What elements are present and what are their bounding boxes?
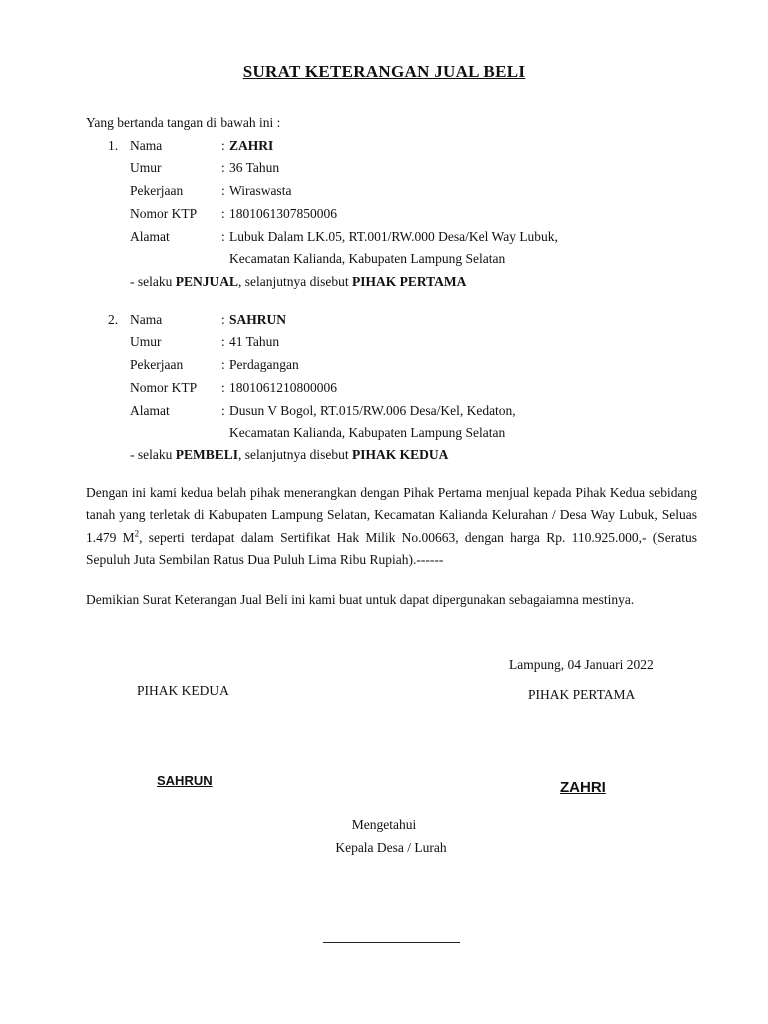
party-1-address-line-1: Lubuk Dalam LK.05, RT.001/RW.000 Desa/Kel Way Lubuk, xyxy=(229,229,558,244)
role-prefix: - selaku xyxy=(130,447,176,462)
party-1-role-line xyxy=(130,274,466,290)
colon: : xyxy=(221,357,225,372)
area-superscript: 2 xyxy=(134,528,140,539)
party-2-number: 2. xyxy=(108,312,119,327)
document-title: SURAT KETERANGAN JUAL BELI xyxy=(242,62,526,81)
party-1-age-label: Umur xyxy=(130,160,162,175)
party-2-age: 41 Tahun xyxy=(229,334,280,349)
party-2-address-line-2: Kecamatan Kalianda, Kabupaten Lampung Selatan xyxy=(229,425,506,440)
witness-signature-line xyxy=(323,942,460,943)
left-signatory-name: SAHRUN xyxy=(157,773,213,788)
party-1-job-label: Pekerjaan xyxy=(130,183,184,198)
party-2-address-label: Alamat xyxy=(130,403,170,418)
colon: : xyxy=(221,160,225,175)
party-1-age: 36 Tahun xyxy=(229,160,280,175)
party-2-age-label: Umur xyxy=(130,334,162,349)
right-signatory-title: PIHAK PERTAMA xyxy=(528,687,636,702)
party-1-alias: PIHAK PERTAMA xyxy=(351,274,467,289)
place-date: Lampung, 04 Januari 2022 xyxy=(509,657,654,672)
party-1-address-label: Alamat xyxy=(130,229,170,244)
party-1-name-label: Nama xyxy=(130,138,163,153)
colon: : xyxy=(221,138,225,153)
party-1-ktp: 1801061307850006 xyxy=(229,206,337,221)
party-2-job-label: Pekerjaan xyxy=(130,357,184,372)
party-2-name: SAHRUN xyxy=(229,312,287,327)
party-2-ktp: 1801061210800006 xyxy=(229,380,337,395)
colon: : xyxy=(221,334,225,349)
party-2-address-line-1: Dusun V Bogol, RT.015/RW.006 Desa/Kel, Kedaton, xyxy=(229,403,516,418)
party-2-job: Perdagangan xyxy=(229,357,299,372)
colon: : xyxy=(221,206,225,221)
intro-text: Yang bertanda tangan di bawah ini : xyxy=(86,115,281,130)
closing-paragraph: Demikian Surat Keterangan Jual Beli ini kami buat untuk dapat dipergunakan sebagaiamna mestinya. xyxy=(86,592,635,607)
party-1-role: PENJUAL xyxy=(175,274,238,289)
statement-paragraph xyxy=(86,482,697,571)
party-1-number: 1. xyxy=(108,138,119,153)
party-1-ktp-label: Nomor KTP xyxy=(130,206,198,221)
witness-title: Kepala Desa / Lurah xyxy=(335,840,447,855)
party-2-role-line xyxy=(130,447,448,463)
party-2-alias: PIHAK KEDUA xyxy=(351,447,449,462)
role-middle: , selanjutnya disebut xyxy=(238,274,352,289)
colon: : xyxy=(221,403,225,418)
party-2-role: PEMBELI xyxy=(175,447,238,462)
party-1-address-line-2: Kecamatan Kalianda, Kabupaten Lampung Selatan xyxy=(229,251,506,266)
colon: : xyxy=(221,183,225,198)
party-2-ktp-label: Nomor KTP xyxy=(130,380,198,395)
colon: : xyxy=(221,312,225,327)
right-signatory-name: ZAHRI xyxy=(560,779,606,796)
party-1-job: Wiraswasta xyxy=(229,183,292,198)
statement-text-a: Dengan ini kami kedua belah pihak menerangkan dengan Pihak Pertama menjual kepada Pihak Kedua sebidang tanah yang terletak di Kabupaten Lampung Selatan, Kecamatan Kalianda Kelurahan / Desa Way Lubuk, Seluas 1.479 M xyxy=(86,485,697,545)
left-signatory-title: PIHAK KEDUA xyxy=(137,683,229,698)
party-1-name: ZAHRI xyxy=(229,138,274,153)
witness-label: Mengetahui xyxy=(351,817,417,832)
role-middle: , selanjutnya disebut xyxy=(238,447,352,462)
colon: : xyxy=(221,229,225,244)
colon: : xyxy=(221,380,225,395)
role-prefix: - selaku xyxy=(130,274,176,289)
statement-text-b: , seperti terdapat dalam Sertifikat Hak Milik No.00663, dengan harga Rp. 110.925.000,- (Seratus Sepuluh Juta Sembilan Ratus Dua Puluh Lima Ribu Rupiah).------ xyxy=(86,529,697,567)
party-2-name-label: Nama xyxy=(130,312,163,327)
